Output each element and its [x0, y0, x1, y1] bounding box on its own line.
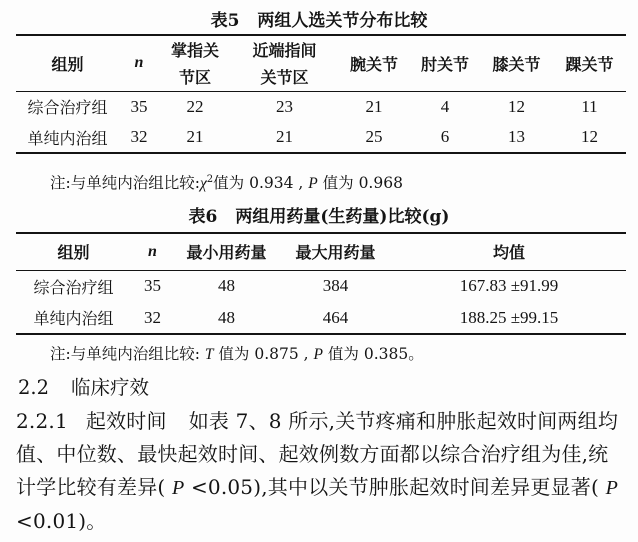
table-row	[16, 270, 626, 302]
p-symbol: P	[171, 477, 185, 499]
table5-cell: 12	[581, 127, 598, 146]
section-number: 2.2	[18, 376, 50, 399]
table6-cell: 35	[144, 276, 161, 296]
table5-note-mid: 值为 0.934 ,	[213, 174, 309, 192]
table5-cell: 21	[186, 127, 204, 146]
table5-header-palm-line2: 节区	[178, 68, 211, 88]
table6	[16, 232, 626, 335]
table5-header-group: 组别	[16, 35, 119, 91]
chi-superscript: 2	[206, 173, 214, 185]
table6-header-mean: 均值	[492, 243, 525, 263]
table6-cell: 48	[218, 307, 235, 327]
p-symbol: P	[605, 477, 618, 499]
table5-cell: 21	[276, 127, 293, 146]
section-heading	[18, 372, 149, 400]
table-row	[16, 122, 626, 153]
table5-header-row-1	[16, 35, 626, 63]
table5-cell: 25	[365, 127, 383, 146]
chi-symbol: χ	[199, 175, 207, 192]
table5-note-end: 值为 0.968	[317, 174, 403, 192]
table6-note-mid: 值为 0.875 ,	[213, 345, 314, 363]
table5-header-elbow: 肘关节	[410, 35, 480, 91]
table5-cell: 4	[440, 96, 450, 116]
table6-note-end: 值为 0.385。	[322, 345, 424, 363]
paragraph-text-1: 如表 7、8 所示,关节疼痛和肿胀起效时间两组均值、中位数、最快起效时间、起效例数方面都以综合治疗组为佳,统计学比较有差异(	[16, 409, 619, 499]
table5-header-ankle: 踝关节	[553, 35, 626, 91]
table5	[16, 34, 626, 154]
table5-header-palm-line1: 掌指关	[170, 41, 219, 60]
table5-cell: 13	[508, 127, 525, 146]
table6-cell: 32	[144, 307, 161, 327]
table5-cell: 12	[508, 96, 525, 116]
table5-cell: 22	[186, 96, 204, 116]
section-title: 临床疗效	[71, 376, 150, 399]
table5-cell: 32	[130, 127, 148, 146]
table6-header-group: 组别	[57, 243, 90, 263]
table5-cell: 综合治疗组	[27, 98, 108, 118]
table5-note	[50, 171, 403, 193]
table5-header-wrist: 腕关节	[338, 35, 410, 91]
p-symbol: P	[313, 346, 323, 363]
table6-header-n: n	[148, 242, 157, 260]
table6-title: 两组用药量(生药量)比较(g)	[235, 207, 450, 227]
table5-header-n: n	[119, 35, 159, 91]
table6-cell: 384	[322, 276, 349, 296]
paragraph-number: 2.2.1	[16, 409, 68, 433]
table5-cell: 单纯内治组	[27, 128, 108, 148]
paragraph-topic: 起效时间	[85, 409, 167, 433]
table6-cell: 464	[322, 307, 349, 327]
table5-header-prox-line1: 近端指间	[252, 41, 317, 60]
paragraph-text-2: <0.05),其中以关节肿胀起效时间差异更显著(	[184, 475, 606, 499]
table5-cell: 11	[581, 96, 598, 116]
table6-header-row	[16, 233, 626, 270]
table5-header-knee: 膝关节	[480, 35, 553, 91]
table5-cell: 23	[276, 96, 293, 116]
table5-cell: 21	[365, 96, 383, 116]
table5-note-prefix: 注:与单纯内治组比较:	[50, 174, 200, 192]
table6-note-prefix: 注:与单纯内治组比较:	[50, 345, 205, 363]
table5-title: 两组人选关节分布比较	[257, 11, 428, 31]
t-symbol: T	[204, 346, 214, 363]
p-symbol: P	[308, 175, 318, 192]
paragraph-text-3: <0.01)。	[16, 509, 107, 533]
table6-note	[50, 342, 424, 364]
table6-cell: 单纯内治组	[33, 309, 114, 328]
table5-number: 表5	[210, 11, 240, 31]
table6-caption	[0, 202, 638, 227]
table-row	[16, 91, 626, 122]
table5-caption	[0, 6, 638, 31]
table6-cell: 167.83 ±91.99	[459, 276, 559, 296]
table6-cell: 188.25 ±99.15	[459, 307, 559, 327]
table6-number: 表6	[188, 207, 218, 227]
table5-cell: 35	[130, 96, 148, 116]
table-row	[16, 302, 626, 334]
table6-header-min: 最小用药量	[186, 243, 267, 263]
table6-header-max: 最大用药量	[295, 243, 376, 263]
table6-cell: 48	[218, 276, 235, 296]
table6-cell: 综合治疗组	[33, 277, 114, 297]
table5-header-prox-line2: 关节区	[260, 68, 309, 88]
table5-cell: 6	[440, 127, 450, 146]
body-paragraph	[16, 405, 626, 538]
